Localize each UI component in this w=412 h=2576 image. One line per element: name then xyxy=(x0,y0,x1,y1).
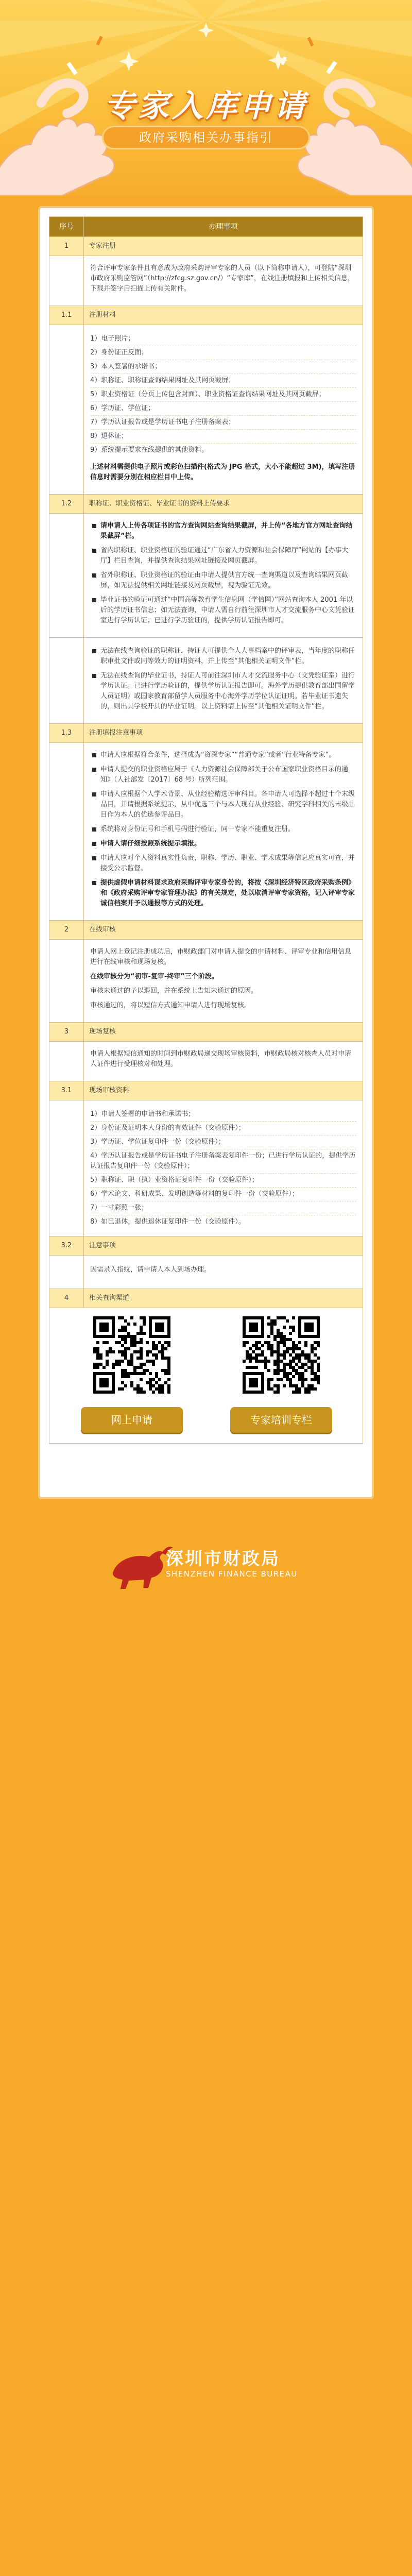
list-item: 申请人应对个人资料真实性负责，职称、学历、职业、学术成果等信息应真实可查，并接受公示监督。 xyxy=(90,853,356,874)
col-header-item: 办理事项 xyxy=(84,217,363,237)
section-body-1-2b xyxy=(49,638,363,724)
body-text: 审核未通过的予以退回，并在系统上告知未通过的原因。 xyxy=(90,987,258,995)
list-item: 1）申请人签署的申请书和承诺书； xyxy=(90,1108,356,1122)
section-number: 3.2 xyxy=(49,1236,84,1256)
onsite-materials-list xyxy=(90,1108,356,1229)
section-number: 3.1 xyxy=(49,1081,84,1100)
section-label: 现场复核 xyxy=(84,1023,363,1042)
list-item-text: 省外职称证、职业资格证的验证由申请人提供官方统一查询渠道以及查询结果网页截屏，如无法提供相关网址链接及网页截屏，视为验证无效。 xyxy=(100,571,349,589)
section-number: 2 xyxy=(49,921,84,940)
section-row-1-1 xyxy=(49,306,363,325)
list-item: 申请人应根据符合条件，选择成为“资深专家”“普通专家”或者“行业特备专家”。 xyxy=(90,750,356,760)
list-item: 申请人请仔细按照系统提示填报。 xyxy=(90,839,356,849)
section-row-3-1 xyxy=(49,1081,363,1100)
materials-note: 上述材料需提供电子照片或彩色扫描件(格式为 JPG 格式，大小不能超过 3M)，填写注册信息时需要分别在相应栏目中上传。 xyxy=(90,463,355,481)
list-item: 5）职业资格证（分页上传包含封面）、职业资格证查询结果网址及其网页截屏； xyxy=(90,388,356,402)
list-item: 7）一寸彩照一张； xyxy=(90,1201,356,1215)
upload-rules-list xyxy=(90,521,356,626)
list-item: 5）职称证、职（执）业资格证复印件一份（交验原件）； xyxy=(90,1174,356,1188)
section-label: 职称证、职业资格证、毕业证书的资料上传要求 xyxy=(84,495,363,514)
online-apply-button[interactable]: 网上申请 xyxy=(81,1407,183,1433)
list-item: 9）系统提示要求在线提供的其他资料。 xyxy=(90,446,209,454)
list-item: 8）如已退休，提供退休证复印件一份（交验原件）。 xyxy=(90,1218,245,1226)
page-title: 专家入库申请 xyxy=(104,88,308,124)
body-text: 申请人网上登记注册成功后，市财政部门对申请人提交的申请材料、评审专业和信用信息进行在线审核和现场复核。 xyxy=(90,948,352,966)
qr-code-right[interactable] xyxy=(243,1316,320,1394)
section-body-1-2a xyxy=(49,514,363,638)
section-body-2 xyxy=(49,940,363,1023)
section-body-3-2 xyxy=(49,1256,363,1289)
qr-area xyxy=(49,1308,363,1443)
section-row-2 xyxy=(49,921,363,940)
bureau-name: 深圳市财政局 xyxy=(166,1549,280,1569)
list-item: 6）学历证、学位证； xyxy=(90,402,356,416)
list-item xyxy=(90,570,356,591)
qr-code-left[interactable] xyxy=(93,1316,170,1394)
section-body-1-3 xyxy=(49,743,363,921)
list-item: 申请人应根据个人学术背景、从业经验精选评审科目。各申请人可选择不超过十个末级品目，并请根据系统提示，从中优选三个与本人现有从业经验、研究学科相关的末级品目作为本人的优选参评品目。 xyxy=(90,789,356,820)
list-item: 提供虚假申请材料谋求政府采购评审专家身份的，将按《深圳经济特区政府采购条例》和《政府采购评审专家管理办法》的有关规定，处以取消评审专家资格，记入评审专家诚信档案并予以通报等方式的处理。 xyxy=(90,878,356,909)
list-item: 请申请人上传各项证书的官方查询网站查询结果截屏，并上传“各地方官方网址查询结果截屏”栏。 xyxy=(90,521,356,541)
section-body-1-1 xyxy=(49,325,363,495)
list-item: 2）身份证及证明本人身份的有效证件（交验原件）； xyxy=(90,1122,356,1136)
section-body-3-1 xyxy=(49,1100,363,1236)
section-body-1 xyxy=(49,256,363,306)
body-text: 在线审核分为“初审-复审-终审”三个阶段。 xyxy=(90,973,218,980)
body-text: 符合评审专家条件且有意成为政府采购评审专家的人员（以下简称申请人），可登陆“深圳市政府采购监管网”（http://zfcg.sz.gov.cn/）“专家库”，在线注册填报和上传相关信息，下载并签字后扫描上传有关附件。 xyxy=(90,264,354,293)
col-header-no: 序号 xyxy=(49,217,84,237)
section-body-4 xyxy=(49,1308,363,1444)
list-item: 2）身份证正反面； xyxy=(90,346,356,360)
list-item: 系统将对身份证号和手机号码进行验证，同一专家不能重复注册。 xyxy=(90,824,356,835)
list-item: 4）学历认证报告或是学历证书电子注册备案表复印件一份；已进行学历认证的，提供学历认证报告复印件一份（交验原件）； xyxy=(90,1149,356,1174)
list-item xyxy=(90,646,356,667)
list-item: 4）职称证、职称证查询结果网址及其网页截屏； xyxy=(90,374,356,388)
section-row-4 xyxy=(49,1289,363,1308)
list-item xyxy=(90,546,356,566)
section-row-1 xyxy=(49,237,363,256)
list-item: 3）本人签署的承诺书； xyxy=(90,360,356,374)
list-item: 申请人提交的职业资格应属于《人力资源社会保障部关于公布国家职业资格目录的通知》（人社部发〔2017〕68 号）所列范围。 xyxy=(90,765,356,785)
section-number: 1 xyxy=(49,237,84,256)
section-label: 现场审核资料 xyxy=(84,1081,363,1100)
hero-banner xyxy=(0,0,412,196)
section-row-1-2 xyxy=(49,495,363,514)
section-number: 1.1 xyxy=(49,306,84,325)
body-text: 申请人根据短信通知的时间到市财政局递交现场审核资料，市财政局核对核查人员对申请人证件进行受理核对和处理。 xyxy=(90,1050,352,1068)
section-label: 专家注册 xyxy=(84,237,363,256)
guide-table xyxy=(49,216,363,1444)
list-item: 6）学术论文、科研成果、发明创造等材料的复印件一份（交验原件）； xyxy=(90,1188,356,1201)
list-item-text: 省内职称证、职业资格证的验证通过“广东省人力资源和社会保障厅”网站的【办事大厅】栏目查询，并提供查询结果网址链接及网页截屏。 xyxy=(100,547,349,565)
list-item: 7）学历认证报告或是学历证书电子注册备案表； xyxy=(90,416,356,430)
body-text: 审核通过的，将以短信方式通知申请人进行现场复核。 xyxy=(90,1002,251,1009)
section-body-3 xyxy=(49,1042,363,1081)
section-row-1-3 xyxy=(49,724,363,743)
section-label: 注意事项 xyxy=(84,1236,363,1256)
bureau-name-en: SHENZHEN FINANCE BUREAU xyxy=(166,1569,298,1579)
list-item: 1）电子照片； xyxy=(90,332,356,346)
list-item-text: 无法在线查询的毕业证书，持证人可前往深圳市人才交流服务中心（文凭验证室）进行学历认证。已进行学历验证的，提供学历认证报告即可。海外学历提供教育部出国留学人员证明）或国家教育部留学人员服务中心海外学历学位认证证明。若毕业证书遗失的，则出具学校开具的毕业证明。以上资料请上传至“其他相关证明文件”栏。 xyxy=(100,672,355,710)
page-subtitle: 政府采购相关办事指引 xyxy=(102,126,310,149)
list-item xyxy=(90,671,356,712)
body-text: 因需录入指纹，请申请人本人到场办理。 xyxy=(90,1266,211,1274)
list-item-text: 毕业证书的验证可通过“中国高等教育学生信息网（学信网）”网站查询本人 2001 年以后的学历证书信息；如无法查询，申请人需自行前往深圳市人才交流服务中心文凭验证室进行学历认证；已进行学历验证的，提供学历认证报告即可。 xyxy=(100,596,355,624)
section-label: 注册材料 xyxy=(84,306,363,325)
materials-list xyxy=(90,332,356,457)
section-label: 注册填报注意事项 xyxy=(84,724,363,743)
list-item: 3）学历证、学位证复印件一份（交验原件）； xyxy=(90,1136,356,1149)
section-row-3-2 xyxy=(49,1236,363,1256)
section-number: 1.2 xyxy=(49,495,84,514)
expert-training-button[interactable]: 专家培训专栏 xyxy=(230,1407,332,1433)
section-label: 在线审核 xyxy=(84,921,363,940)
table-header-row xyxy=(49,217,363,237)
section-number: 4 xyxy=(49,1289,84,1308)
list-item xyxy=(90,595,356,626)
section-number: 1.3 xyxy=(49,724,84,743)
section-row-3 xyxy=(49,1023,363,1042)
upload-rules-list-2 xyxy=(90,646,356,712)
notes-list xyxy=(90,750,356,909)
list-item-text: 无法在线查询验证的职称证，持证人可提供个人人事档案中的评审表，当年度的职称任职审批文件或同等效力的证明资料，并上传至“其他相关证明文件”栏。 xyxy=(100,647,355,665)
list-item: 8）退休证； xyxy=(90,430,356,444)
section-label: 相关查询渠道 xyxy=(84,1289,363,1308)
section-number: 3 xyxy=(49,1023,84,1042)
